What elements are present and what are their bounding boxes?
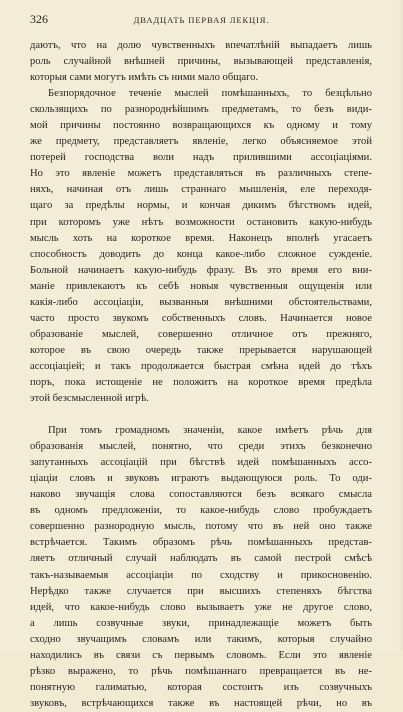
text-line: щаго за предѣлы нормы, и кончая дикимъ бѣгствомъ идей, [30, 200, 372, 212]
text-line: же предмету, представляетъ явленіе, легко объясняемое этой [30, 136, 372, 148]
text-line: Но это явленіе можетъ представляться въ различныхъ степе- [30, 168, 372, 180]
text-line: которыя сами могутъ имѣть съ ними мало общаго. [30, 72, 259, 84]
paragraph-2 [30, 86, 372, 407]
text-line: наково звучащія слова сопоставляются безъ всякаго смысла [30, 489, 372, 501]
page-header [30, 12, 373, 26]
text-line: этой безсмысленной игрѣ. [30, 393, 149, 405]
text-line: а лишь созвучные звуки, принадлежащіе можетъ быть [30, 617, 372, 629]
text-line: ляетъ отличный случай наблюдать въ самой пестрой смѣсѣ [30, 553, 372, 565]
text-line: рѣзко выражено, то рѣчь помѣшаннаго превращается въ не- [30, 665, 372, 677]
text-line: даютъ, что на долю чувственныхъ впечатлѣній выпадаетъ лишь [30, 40, 372, 51]
text-line: какія-либо ассоціаціи, вызванныя внѣшними обстоятельствами, [30, 296, 372, 308]
text-line: при которомъ уже нѣтъ возможности остановить какую-нибудь [30, 216, 372, 228]
text-line: потерей господства воли надъ прилившими ассоціаціями. [30, 152, 372, 164]
text-line: образованія мыслей, понятно, что среди этихъ безконечно [30, 441, 372, 453]
text-line: ассоціаціей; и такъ продолжается быстрая смѣна идей до тѣхъ [30, 360, 372, 372]
text-line: Больной начинаетъ какую-нибудь фразу. Въ это время его вни- [30, 264, 372, 276]
page-edge-shadow [399, 0, 403, 650]
text-line: звуковъ, встрѣчающихся также въ настоящей рѣчи, но въ [30, 697, 372, 709]
text-line: которое въ свою очередь также прерывается нарушающей [30, 344, 372, 356]
text-line: мысль хоть на короткое время. Наконецъ вполнѣ угасаетъ [30, 232, 372, 244]
text-line: въ одномъ предложеніи, то какое-нибудь слово пробуждаетъ [30, 505, 372, 517]
text-line: часто просто звукомъ собственныхъ словъ. Начинается новое [30, 312, 372, 324]
page-number: 326 [30, 12, 48, 26]
text-line: понятную галиматью, которая состоитъ изъ созвучныхъ [30, 681, 372, 693]
text-line: находились въ связи съ первымъ словомъ. Если это явленіе [30, 649, 372, 661]
paragraph-1 [30, 38, 372, 86]
text-line: образованіе мыслей, совершенно отличное отъ прежняго, [30, 328, 372, 340]
text-line: няхъ, начиная отъ лишь страннаго мышленія, еле переходя- [30, 184, 372, 196]
text-line: скользящихъ по разнороднѣйшимъ предметамъ, то безъ види- [30, 104, 372, 116]
paragraph-gap [30, 407, 372, 423]
text-line: При томъ громадномъ значеніи, какое имѣетъ рѣчь для [48, 425, 372, 437]
text-line: сходно звучащимъ словамъ или такимъ, которыя случайно [30, 633, 372, 645]
text-line: мой причины постоянно возвращающихся къ одному и тому [30, 120, 372, 132]
text-line: роль случайной внѣшней причины, вызывающей представленія, [30, 56, 372, 68]
text-line: Безпорядочное теченіе мыслей помѣшанныхъ, то безцѣльно [48, 88, 372, 100]
text-line: идей, что какое-нибудь слово вызываетъ уже не другое слово, [30, 601, 372, 613]
text-line: поръ, пока истощеніе не положитъ на короткое время предѣла [30, 376, 372, 388]
text-line: маніе привлекаютъ къ себѣ новыя чувственныя ощущенія или [30, 280, 372, 292]
text-line: такъ-называемыя ассоціаціи по сходству и прикосновенію. [30, 569, 372, 581]
text-line: встрѣчается. Такимъ образомъ рѣчь помѣшанныхъ представ- [30, 537, 372, 549]
text-line: ціаціи словъ и звуковъ играютъ выдающуюся роль. То оди- [30, 473, 372, 485]
text-line: способность доводить до конца какое-либо сложное сужденіе. [30, 248, 372, 260]
running-title: ДВАДЦАТЬ ПЕРВАЯ ЛЕКЦІЯ. [133, 15, 270, 25]
body-text [30, 38, 372, 712]
paragraph-3 [30, 423, 372, 712]
text-line: запутанныхъ ассоціацій при бѣгствѣ идей помѣшанныхъ ассо- [30, 457, 372, 469]
text-line: совершенно разнородную мысль, потому что въ ней оно также [30, 521, 372, 533]
text-line: Нерѣдко также случается при высшихъ степеняхъ бѣгства [30, 585, 372, 597]
